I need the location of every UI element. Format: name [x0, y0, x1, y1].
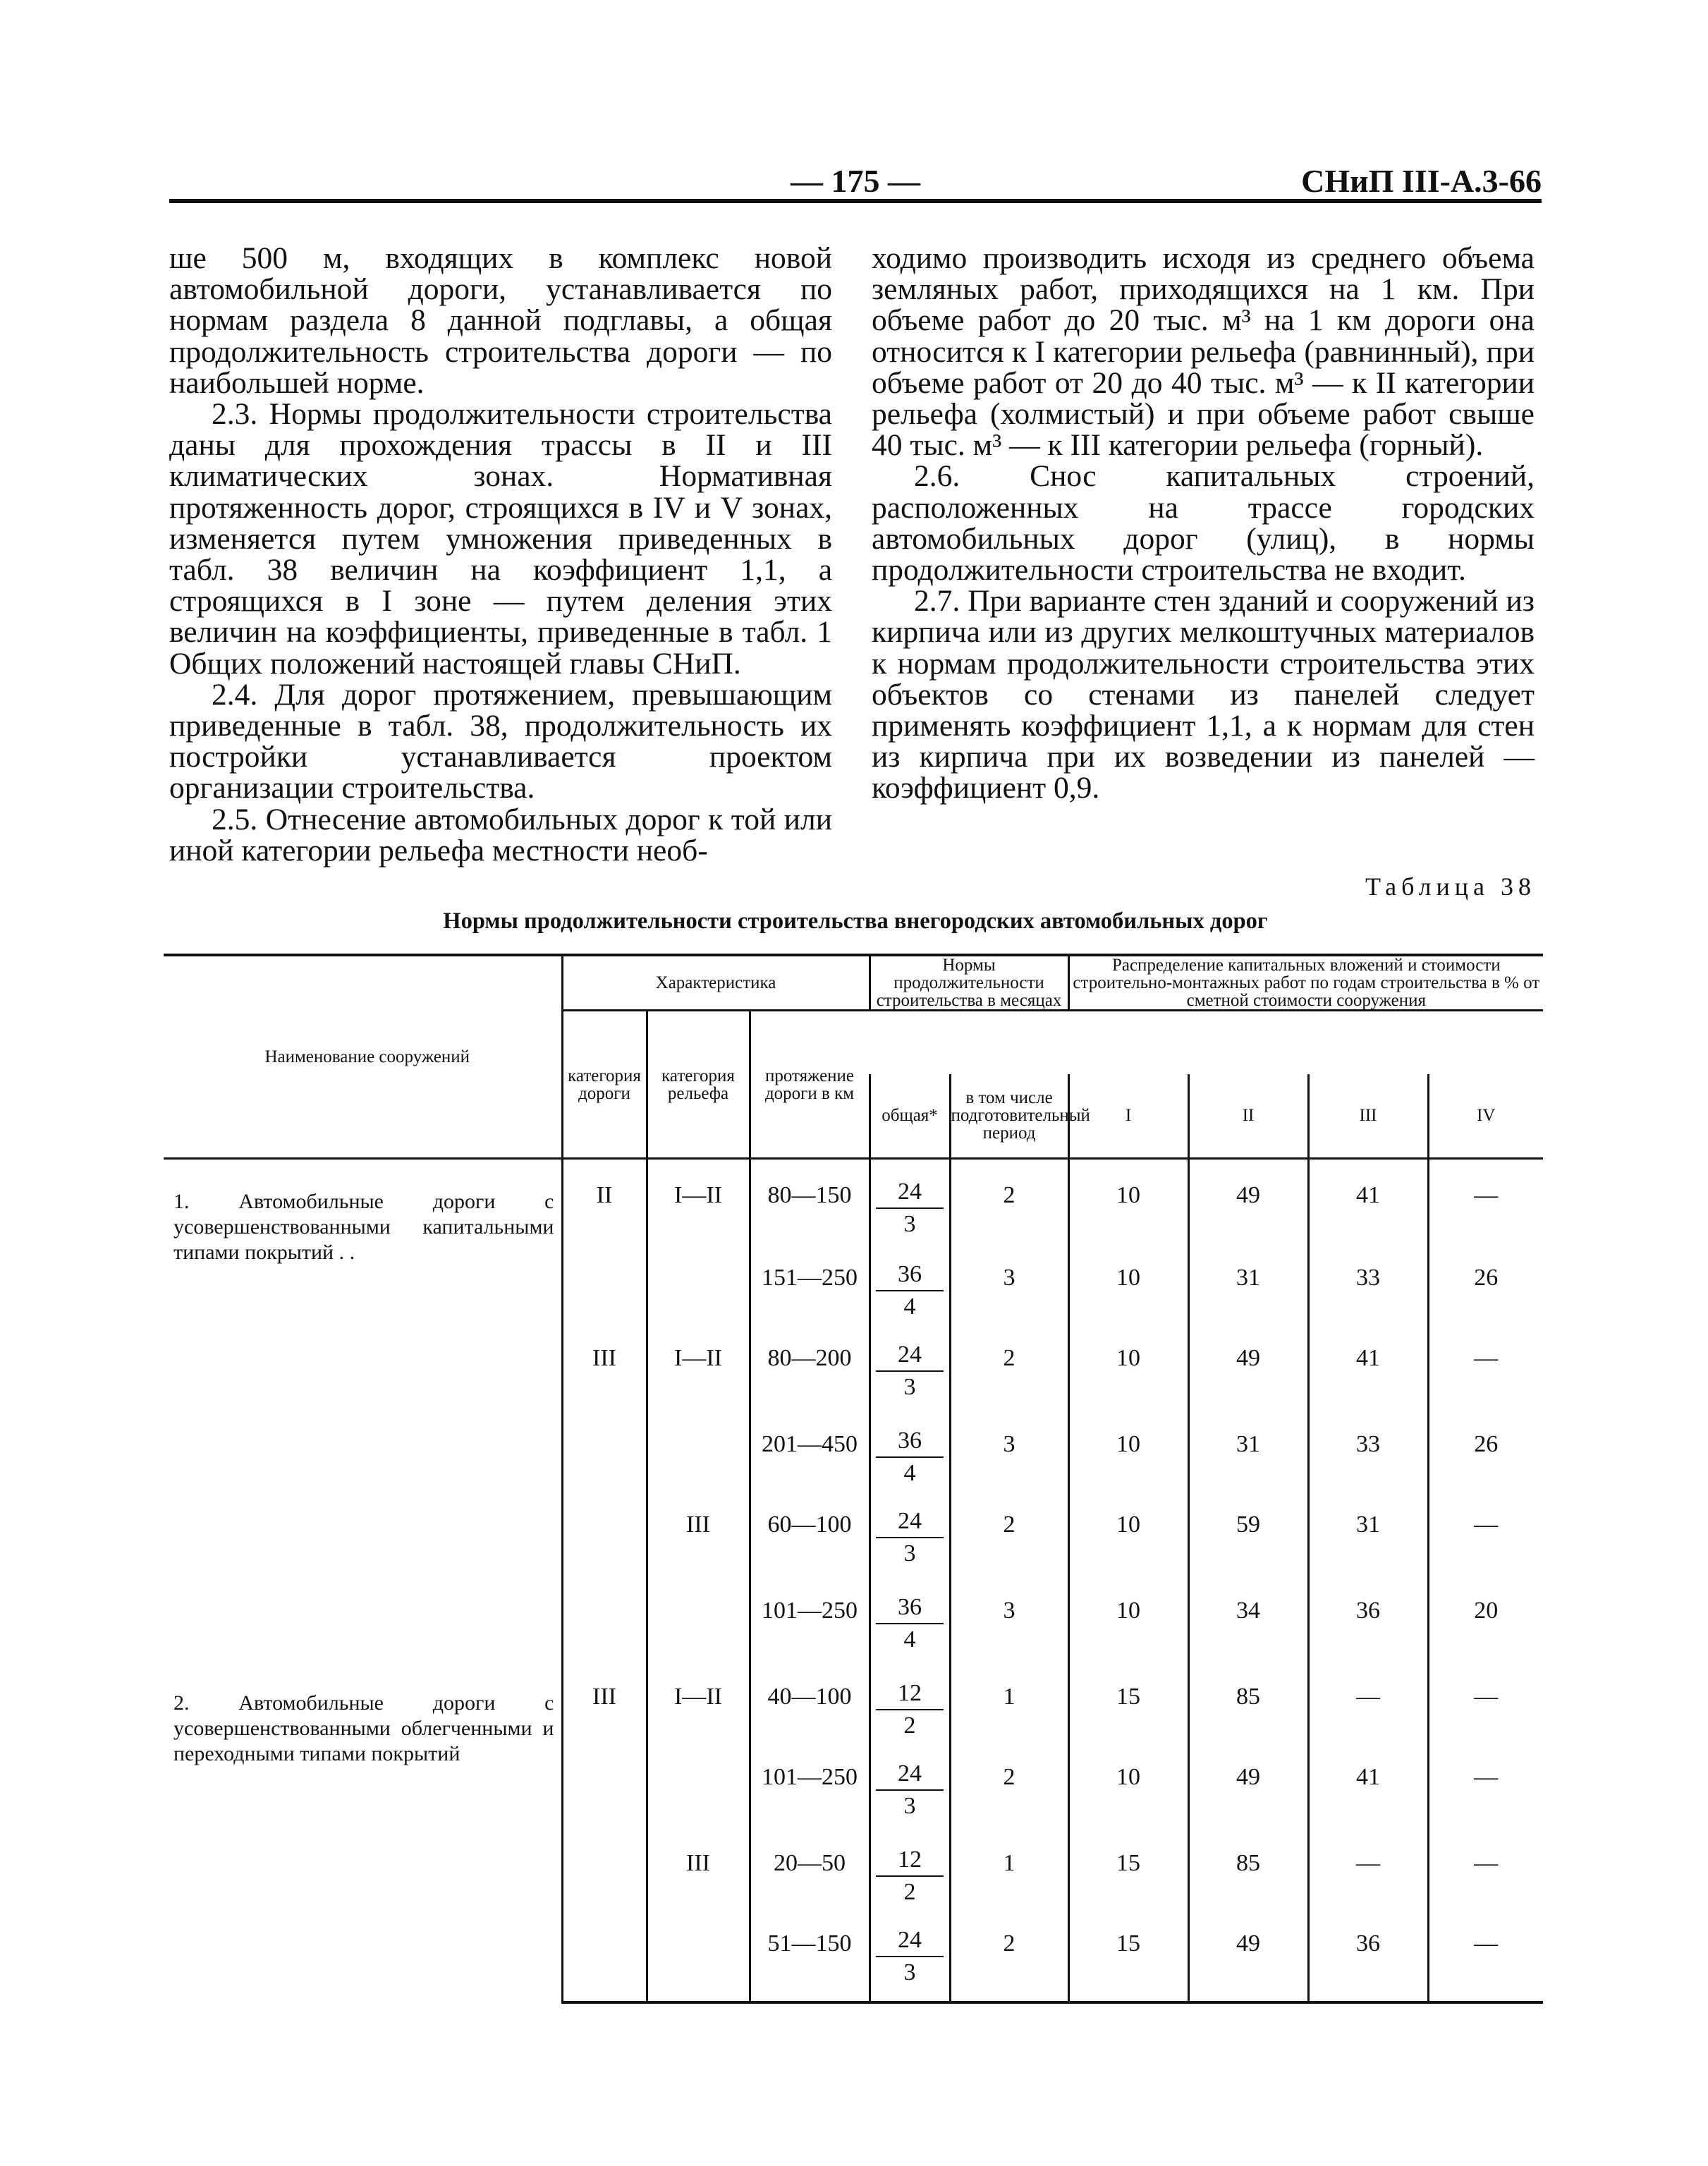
fraction: [876, 1506, 944, 1569]
fraction-denominator: 3: [903, 1373, 916, 1400]
cell-year-2: 49: [1188, 1159, 1308, 1242]
cell-road-category: III: [562, 1322, 647, 1408]
header-total: общая*: [870, 1074, 950, 1159]
cell-total: [870, 1661, 950, 1741]
cell-year-4: 26: [1428, 1408, 1543, 1489]
cell-year-1: 10: [1068, 1408, 1188, 1489]
cell-year-4: 26: [1428, 1242, 1543, 1322]
header-road-category: категория дороги: [562, 1011, 647, 1159]
cell-year-3: 33: [1308, 1242, 1428, 1322]
cell-relief: I—II: [647, 1159, 750, 1242]
cell-year-4: —: [1428, 1322, 1543, 1408]
cell-year-3: 36: [1308, 1908, 1428, 2002]
cell-year-2: 49: [1188, 1322, 1308, 1408]
cell-year-1: 10: [1068, 1489, 1188, 1575]
durations-table: [164, 954, 1543, 2004]
left-text-column: [169, 243, 832, 866]
cell-year-3: —: [1308, 1827, 1428, 1908]
fraction-denominator: 4: [903, 1459, 916, 1486]
cell-year-1: 10: [1068, 1242, 1188, 1322]
cell-length: 40—100: [750, 1661, 870, 1741]
cell-relief: [647, 1408, 750, 1489]
cell-prep: 1: [950, 1827, 1068, 1908]
fraction-numerator: 24: [876, 1758, 944, 1791]
paragraph: 2.7. При варианте стен зданий и сооружений из кирпича или из других мелкоштучных материалов к нормам продолжительности строительства этих объектов со стенами из панелей следует применять коэффициент 1,1, а к нормам для стен из кирпича при их возведении из панелей — коэффициент 0,9.: [872, 584, 1535, 805]
fraction: [876, 1758, 944, 1822]
cell-road-category: [562, 1242, 647, 1322]
document-code: СНиП III-А.3-66: [1301, 163, 1542, 199]
cell-road-category: [562, 1489, 647, 1575]
cell-year-4: —: [1428, 1908, 1543, 2002]
header-year-4: IV: [1428, 1074, 1543, 1159]
cell-total: [870, 1159, 950, 1242]
paragraph: 2.5. Отнесение автомобильных дорог к той или иной категории рельефа местности необ-: [169, 802, 832, 868]
cell-relief: I—II: [647, 1322, 750, 1408]
header-prep: в том числе подготовительный период: [950, 1074, 1068, 1159]
cell-year-1: 15: [1068, 1661, 1188, 1741]
group-name-text: 1. Автомобильные дороги с усовершенствованными капитальными типами покрытий . .: [173, 1190, 554, 1264]
cell-year-2: 85: [1188, 1661, 1308, 1741]
table-row: [164, 1661, 1543, 1741]
table-title: Нормы продолжительности строительства внегородских автомобильных дорог: [443, 908, 1268, 934]
header-duration: Нормы продолжительности строительства в месяцах: [870, 955, 1068, 1011]
cell-total: [870, 1741, 950, 1827]
cell-year-1: 10: [1068, 1741, 1188, 1827]
cell-total: [870, 1322, 950, 1408]
cell-year-1: 15: [1068, 1908, 1188, 2002]
cell-relief: I—II: [647, 1661, 750, 1741]
fraction: [876, 1678, 944, 1741]
fraction-denominator: 4: [903, 1293, 916, 1320]
cell-year-2: 59: [1188, 1489, 1308, 1575]
cell-relief: [647, 1908, 750, 2002]
cell-prep: 2: [950, 1322, 1068, 1408]
cell-year-4: —: [1428, 1661, 1543, 1741]
header-name: Наименование сооружений: [164, 955, 562, 1159]
cell-year-3: 41: [1308, 1159, 1428, 1242]
cell-total: [870, 1489, 950, 1575]
cell-prep: 2: [950, 1741, 1068, 1827]
fraction: [876, 1425, 944, 1489]
fraction-numerator: 12: [876, 1844, 944, 1877]
cell-year-3: —: [1308, 1661, 1428, 1741]
cell-year-3: 31: [1308, 1489, 1428, 1575]
cell-length: 20—50: [750, 1827, 870, 1908]
header-characteristic: Характеристика: [562, 955, 870, 1011]
cell-year-3: 41: [1308, 1322, 1428, 1408]
cell-length: 51—150: [750, 1908, 870, 2002]
cell-prep: 2: [950, 1159, 1068, 1242]
cell-length: 80—200: [750, 1322, 870, 1408]
paragraph: 2.6. Снос капитальных строений, расположенных на трассе городских автомобильных дорог (улиц), в нормы продолжительности строительства не входит.: [872, 459, 1535, 588]
header-relief-category: категория рельефа: [647, 1011, 750, 1159]
fraction: [876, 1176, 944, 1240]
cell-prep: 3: [950, 1408, 1068, 1489]
cell-total: [870, 1408, 950, 1489]
cell-total: [870, 1242, 950, 1322]
cell-length: 101—250: [750, 1575, 870, 1661]
fraction-denominator: 3: [903, 1211, 916, 1237]
cell-relief: III: [647, 1827, 750, 1908]
cell-year-2: 49: [1188, 1908, 1308, 2002]
cell-year-4: —: [1428, 1489, 1543, 1575]
cell-prep: 2: [950, 1489, 1068, 1575]
cell-year-1: 10: [1068, 1159, 1188, 1242]
fraction-denominator: 3: [903, 1540, 916, 1566]
fraction: [876, 1259, 944, 1322]
cell-relief: [647, 1741, 750, 1827]
group-name-text: 2. Автомобильные дороги с усовершенствованными облегченными и переходными типами покрытий: [173, 1691, 554, 1765]
cell-year-4: —: [1428, 1741, 1543, 1827]
cell-total: [870, 1827, 950, 1908]
header-year-1: I: [1068, 1074, 1188, 1159]
cell-year-3: 41: [1308, 1741, 1428, 1827]
fraction-denominator: 2: [903, 1712, 916, 1739]
cell-year-2: 34: [1188, 1575, 1308, 1661]
fraction-numerator: 24: [876, 1176, 944, 1209]
cell-year-1: 10: [1068, 1575, 1188, 1661]
cell-prep: 3: [950, 1575, 1068, 1661]
cell-year-3: 36: [1308, 1575, 1428, 1661]
cell-prep: 2: [950, 1908, 1068, 2002]
cell-prep: 3: [950, 1242, 1068, 1322]
cell-year-2: 31: [1188, 1242, 1308, 1322]
cell-year-3: 33: [1308, 1408, 1428, 1489]
fraction: [876, 1592, 944, 1655]
cell-year-4: 20: [1428, 1575, 1543, 1661]
fraction: [876, 1844, 944, 1908]
header-length: протяжение дороги в км: [750, 1011, 870, 1159]
cell-length: 201—450: [750, 1408, 870, 1489]
page-header: [169, 159, 1542, 203]
fraction-denominator: 2: [903, 1878, 916, 1905]
header-distribution: Распределение капитальных вложений и стоимости строительно-монтажных работ по годам строительства в % от сметной стоимости сооружения: [1068, 955, 1543, 1011]
cell-length: 101—250: [750, 1741, 870, 1827]
cell-year-2: 85: [1188, 1827, 1308, 1908]
cell-year-1: 10: [1068, 1322, 1188, 1408]
cell-road-category: III: [562, 1661, 647, 1741]
fraction-numerator: 24: [876, 1506, 944, 1538]
fraction-numerator: 24: [876, 1339, 944, 1372]
fraction-numerator: 12: [876, 1678, 944, 1710]
fraction: [876, 1339, 944, 1403]
cell-year-4: —: [1428, 1827, 1543, 1908]
fraction-numerator: 36: [876, 1592, 944, 1624]
cell-year-4: —: [1428, 1159, 1543, 1242]
fraction-numerator: 36: [876, 1425, 944, 1458]
cell-total: [870, 1908, 950, 2002]
cell-relief: [647, 1242, 750, 1322]
paragraph: 2.3. Нормы продолжительности строительства даны для прохождения трассы в II и III климатических зонах. Нормативная протяженность дорог, строящихся в IV и V зонах, изменяется путем умножения приведенных в табл. 38 величин на коэффициент 1,1, а строящихся в I зоне — путем деления этих величин на коэффициенты, приведенные в табл. 1 Общих положений настоящей главы СНиП.: [169, 397, 832, 681]
fraction-denominator: 3: [903, 1959, 916, 1985]
paragraph: 2.4. Для дорог протяжением, превышающим приведенные в табл. 38, продолжительность их постройки устанавливается проектом организации строительства.: [169, 677, 832, 805]
cell-year-2: 49: [1188, 1741, 1308, 1827]
cell-relief: [647, 1575, 750, 1661]
fraction: [876, 1925, 944, 1988]
cell-road-category: [562, 1908, 647, 2002]
cell-length: 80—150: [750, 1159, 870, 1242]
cell-length: 60—100: [750, 1489, 870, 1575]
cell-length: 151—250: [750, 1242, 870, 1322]
paragraph: ходимо производить исходя из среднего объема земляных работ, приходящихся на 1 км. При объеме работ до 20 тыс. м³ на 1 км дороги она относится к I категории рельефа (равнинный), при объеме работ от 20 до 40 тыс. м³ — к II категории рельефа (холмистый) и при объеме работ свыше 40 тыс. м³ — к III категории рельефа (горный).: [872, 241, 1535, 463]
cell-total: [870, 1575, 950, 1661]
table-label: Таблица 38: [1365, 872, 1536, 901]
cell-relief: III: [647, 1489, 750, 1575]
fraction-denominator: 3: [903, 1792, 916, 1819]
paragraph: ше 500 м, входящих в комплекс новой автомобильной дороги, устанавливается по нормам раздела 8 данной подглавы, а общая продолжительность строительства дороги — по наибольшей норме.: [169, 241, 832, 400]
group-name: [164, 1159, 562, 1661]
header-year-2: II: [1188, 1074, 1308, 1159]
table-row: [164, 1159, 1543, 1242]
header-year-3: III: [1308, 1074, 1428, 1159]
cell-road-category: II: [562, 1159, 647, 1242]
cell-road-category: [562, 1741, 647, 1827]
cell-road-category: [562, 1575, 647, 1661]
page-number: — 175 —: [791, 163, 920, 199]
cell-year-2: 31: [1188, 1408, 1308, 1489]
fraction-numerator: 36: [876, 1259, 944, 1291]
fraction-denominator: 4: [903, 1626, 916, 1653]
right-text-column: [872, 243, 1535, 804]
cell-road-category: [562, 1827, 647, 1908]
fraction-numerator: 24: [876, 1925, 944, 1957]
cell-road-category: [562, 1408, 647, 1489]
cell-prep: 1: [950, 1661, 1068, 1741]
group-name: [164, 1661, 562, 2002]
cell-year-1: 15: [1068, 1827, 1188, 1908]
